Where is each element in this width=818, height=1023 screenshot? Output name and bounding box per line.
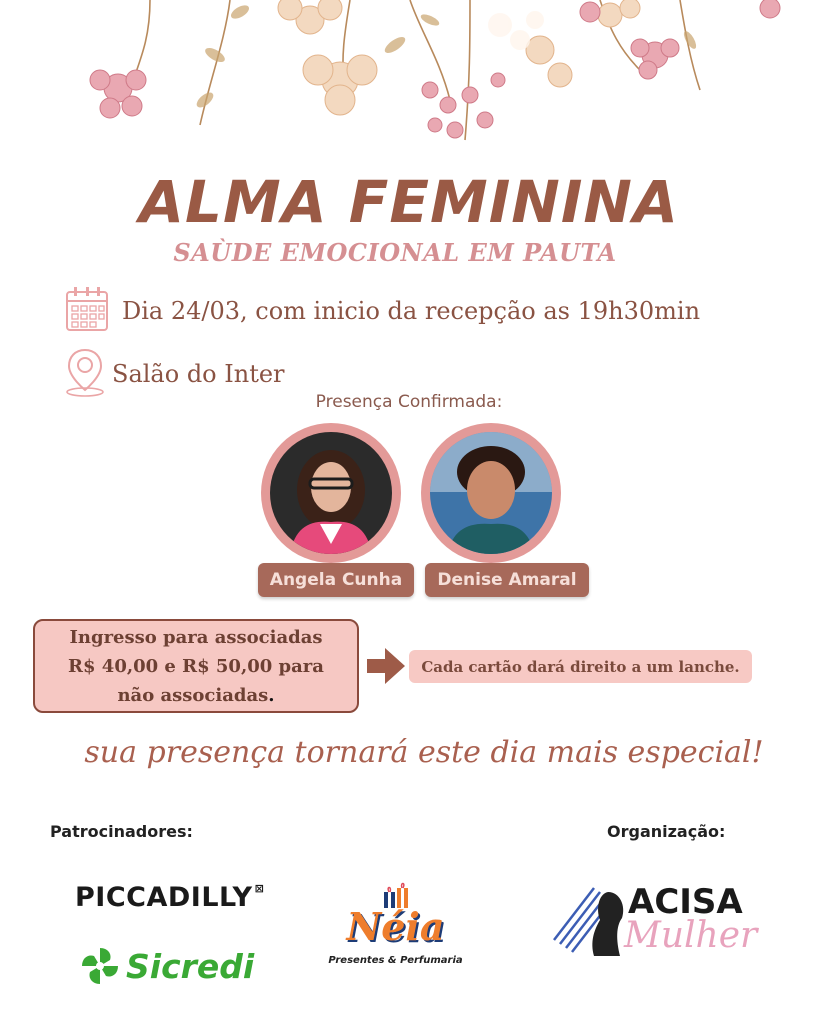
neia-logo-text: Néia [346, 904, 445, 949]
speaker-photo [430, 432, 552, 554]
ticket-line-text: não associadas [117, 685, 269, 706]
piccadilly-logo [75, 882, 264, 913]
acisa-mulher-logo [550, 880, 760, 970]
neia-logo-subtitle: Presentes & Perfumaria [328, 955, 463, 966]
piccadilly-logo-text: PICCADILLY [75, 882, 253, 913]
calendar-icon [64, 285, 110, 337]
ticket-price-box [33, 619, 359, 713]
ticket-line [35, 681, 357, 710]
mulher-logo-text: Mulher [624, 915, 758, 956]
event-place-text: Salão do Inter [112, 360, 285, 388]
ticket-line: Ingresso para associadas [69, 627, 323, 648]
speaker-avatar-ring [261, 423, 401, 563]
neia-logo [328, 882, 463, 972]
tagline: sua presença tornará este dia mais especial! [84, 735, 764, 770]
ticket-line-period: . [268, 685, 275, 706]
event-date-text: Dia 24/03, com inicio da recepção as 19h30min [122, 297, 701, 325]
speaker-name: Denise Amaral [425, 563, 589, 597]
ticket-line: R$ 40,00 e R$ 50,00 para [68, 656, 324, 677]
arrow-right-icon [365, 646, 407, 686]
speaker-name: Angela Cunha [258, 563, 414, 597]
floral-header-decoration [0, 0, 818, 170]
sicredi-logo [80, 946, 254, 986]
organization-label: Organização: [607, 822, 726, 841]
acisa-logo-text: ACISA [628, 882, 743, 922]
sicredi-pinwheel-icon [80, 946, 120, 986]
speaker-avatar-ring [421, 423, 561, 563]
sponsors-label: Patrocinadores: [50, 822, 193, 841]
snack-note: Cada cartão dará direito a um lanche. [409, 650, 752, 683]
event-title: ALMA FEMININA [139, 168, 679, 236]
speakers-heading: Presença Confirmada: [315, 392, 503, 412]
event-date-row [64, 285, 700, 337]
sicredi-logo-text: Sicredi [126, 946, 255, 986]
event-subtitle: SAÙDE EMOCIONAL EM PAUTA [173, 238, 617, 267]
speaker-card [415, 423, 575, 603]
speaker-card [255, 423, 415, 603]
speaker-photo [270, 432, 392, 554]
registered-mark-icon: ⊠ [254, 882, 265, 895]
